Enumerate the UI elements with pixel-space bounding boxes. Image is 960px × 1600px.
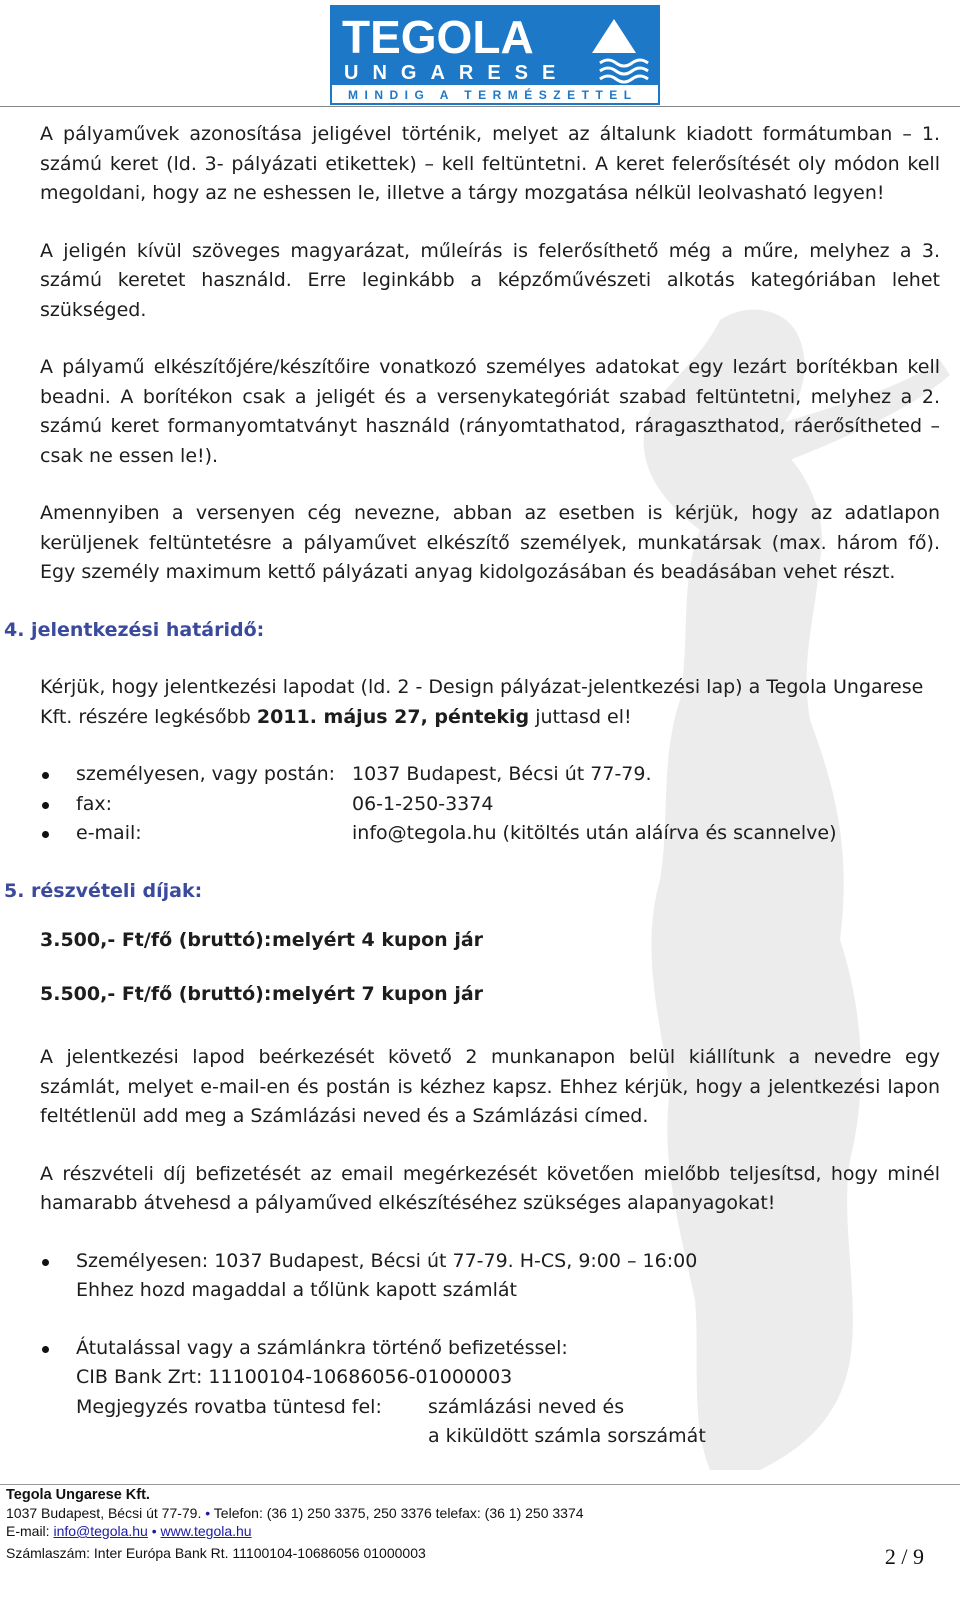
email-link[interactable]: info@tegola.hu [53,1523,148,1539]
note-value: a kiküldött számla sorszámát [428,1425,706,1447]
svg-text:TEGOLA: TEGOLA [342,11,534,63]
paragraph: A részvételi díj befizetését az email megérkezését követően mielőbb teljesítsd, hogy minél hamarabb átvehesd a pályaműved elkészítéséhez szükséges alapanyagokat! [40,1162,940,1214]
contact-label: fax: [76,792,112,815]
fee-desc: melyért 7 kupon jár [272,982,484,1005]
list-item [40,790,940,820]
list-item [40,760,940,790]
payment-line: Személyesen: 1037 Budapest, Bécsi út 77-79. H-CS, 9:00 – 16:00 [76,1249,698,1272]
paragraph: Amennyiben a versenyen cég nevezne, abban az esetben is kérjük, hogy az adatlapon kerüljenek feltüntetésre a pályaművet elkészítő személyek, munkatársak (max. három fő). Egy személy maximum kettő pályázati anyag kidolgozásában és beadásában vehet részt. [40,502,940,583]
paragraph: A jelentkezési lapod beérkezését követő 2 munkanapon belül kiállítunk a nevedre egy számlát, melyet e-mail-en és postán is kézhez kapsz. Ehhez kérjük, hogy a jelentkezési lapon feltétlenül add meg a Számlázási neved és a Számlázási címed. [40,1046,940,1127]
fee-price: 3.500,- Ft/fő (bruttó): [40,929,272,951]
svg-text:UNGARESE: UNGARESE [344,62,570,84]
contact-label: személyesen, vagy postán: [76,763,336,785]
footer-address-line: 1037 Budapest, Bécsi út 77-79. • Telefon: (36 1) 250 3375, 250 3376 telefax: (36 1) 250 3374 [6,1505,584,1521]
page-number: 2 / 9 [884,1544,924,1569]
fee-row [40,980,940,1010]
payment-line: CIB Bank Zrt: 11100104-10686056-01000003 [76,1366,513,1388]
paragraph [40,673,940,732]
footer-contact-line: E-mail: info@tegola.hu • www.tegola.hu [6,1523,252,1539]
paragraph: A pályaművek azonosítása jeligével történik, melyet az általunk kiadott formátumban – 1. számú keret (ld. 3- pályázati etikettek) – kell feltüntetni. A keret felerősítését oly módon kell megoldani, hogy az ne eshessen le, illetve a tárgy mozgatása nélkül leolvasható legyen! [40,123,940,204]
document-body [4,120,940,1480]
note-label: Megjegyzés rovatba tüntesd fel: [76,1395,382,1418]
fee-price: 5.500,- Ft/fő (bruttó): [40,982,272,1005]
contact-value: 1037 Budapest, Bécsi út 77-79. [352,763,652,785]
section-heading-deadline: 4. jelentkezési határidő: [4,618,265,641]
contact-label: e-mail: [76,822,142,844]
website-link[interactable]: www.tegola.hu [160,1523,252,1539]
svg-text:MINDIG A TERMÉSZETTEL: MINDIG A TERMÉSZETTEL [348,88,638,102]
note-value: számlázási neved és [428,1395,625,1418]
list-item [40,819,940,849]
list-item [40,1334,940,1452]
footer-divider [0,1484,960,1485]
contact-value: 06-1-250-3374 [352,792,494,815]
footer [6,1486,946,1562]
paragraph: A pályamű elkészítőjére/készítőire vonatkozó személyes adatokat egy lezárt borítékban kell beadni. A borítékon csak a jeligét és a versenykategóriát szabad feltüntetni, melyhez a 2. számú keret formanyomtatványt használd (rányomtathatod, ráragaszthatod, ráerősítheted – csak ne essen le!). [40,356,940,467]
footer-phones: Telefon: (36 1) 250 3375, 250 3376 telefax: (36 1) 250 3374 [213,1505,584,1521]
payment-line: Ehhez hozd magaddal a tőlünk kapott számlát [76,1279,517,1301]
fee-row [40,926,940,956]
payment-note [76,1393,940,1423]
footer-bank: Számlaszám: Inter Európa Bank Rt. 11100104-10686056 01000003 [6,1545,426,1561]
paragraph: A jeligén kívül szöveges magyarázat, műleírás is felerősíthető még a műre, melyhez a 3. számú keretet használd. Erre leginkább a képzőművészeti alkotás kategóriában lehet szükséged. [40,239,940,321]
fee-desc: melyért 4 kupon jár [272,929,484,951]
list-item [40,1247,940,1306]
footer-email-label: E-mail: [6,1523,50,1539]
footer-address: 1037 Budapest, Bécsi út 77-79. [6,1505,202,1521]
deadline-text: Kérjük, hogy jelentkezési lapodat (ld. 2 - Design pályázat-jelentkezési lap) a Tegola Ungarese Kft. részére legkésőbb [40,676,924,728]
deadline-date: 2011. május 27, péntekig [256,705,530,728]
payment-line: Átutalással vagy a számlánkra történő befizetéssel: [76,1336,568,1359]
deadline-text-end: juttasd el! [529,705,632,728]
payment-list [40,1247,940,1452]
tegola-logo [330,5,660,105]
section-heading-fees: 5. részvételi díjak: [4,879,203,902]
contact-list [40,760,940,849]
payment-note [76,1422,940,1452]
footer-company: Tegola Ungarese Kft. [6,1487,150,1503]
header-divider [0,106,960,107]
contact-value: info@tegola.hu (kitöltés után aláírva és scannelve) [352,822,837,844]
